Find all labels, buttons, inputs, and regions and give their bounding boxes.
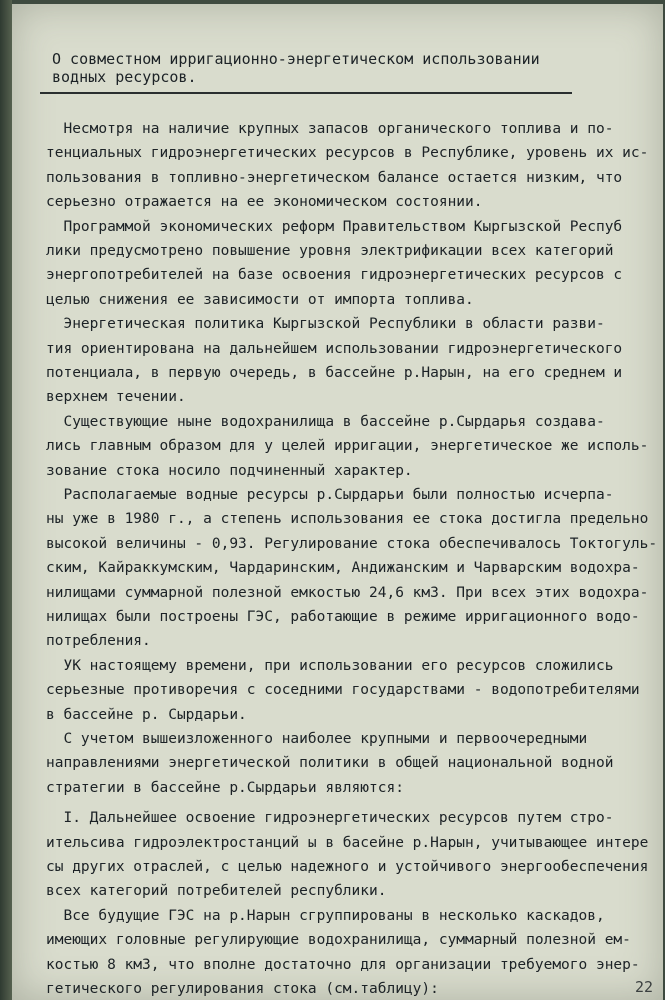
- body-line: стратегии в бассейне р.Сырдарьи являются:: [46, 780, 404, 796]
- body-line: лики предусмотрено повышение уровня электрификации всех категорий: [46, 243, 614, 259]
- body-line: тенциальных гидроэнергетических ресурсов в Республике, уровень их ис-: [46, 145, 649, 161]
- body-line: С учетом вышеизложенного наиболее крупными и первоочередными: [46, 731, 588, 747]
- body-line: нилищах были построены ГЭС, работающие в режиме ирригационного водо-: [46, 609, 640, 625]
- body-line: сы других отраслей, с целью надежного и устойчивого энергообеспечения: [46, 859, 649, 875]
- body-line: тия ориентирована на дальнейшем использовании гидроэнергетического: [46, 341, 623, 357]
- title-line-2: водных ресурсов.: [52, 68, 197, 86]
- body-line: I. Дальнейшее освоение гидроэнергетических ресурсов путем стро-: [46, 810, 614, 826]
- body-line: Программой экономических реформ Правительством Кыргызской Респуб: [46, 219, 623, 235]
- body-line: серьезно отражается на ее экономическом состоянии.: [46, 194, 483, 210]
- body-line: ительсива гидроэлектростанций ы в басейне р.Нарын, учитывающее интере: [46, 835, 649, 851]
- body-line: потенциала, в первую очередь, в бассейне р.Нарын, на его среднем и: [46, 365, 623, 381]
- body-line: зование стока носило подчиненный характер.: [46, 463, 413, 479]
- body-line: Располагаемые водные ресурсы р.Сырдарьи были полностью исчерпа-: [46, 487, 614, 503]
- body-line: в бассейне р. Сырдарьи.: [46, 707, 247, 723]
- title-underline: [40, 92, 572, 94]
- body-line: пользования в топливно-энергетическом балансе остается низким, что: [46, 170, 623, 186]
- body-line: направлениями энергетической политики в общей национальной водной: [46, 755, 614, 771]
- binding-edge: [0, 0, 12, 1000]
- body-line: Энергетическая политика Кыргызской Республики в области разви-: [46, 316, 605, 332]
- body-line: имеющих головные регулирующие водохранилища, суммарный полезной ем-: [46, 932, 631, 948]
- body-line: Все будущие ГЭС на р.Нарын сгруппированы в несколько каскадов,: [46, 908, 605, 924]
- body-line: высокой величины - 0,93. Регулирование стока обеспечивалось Токтогуль-: [46, 536, 658, 552]
- body-line: гетического регулирования стока (см.таблицу):: [46, 981, 439, 997]
- body-line: Несмотря на наличие крупных запасов органического топлива и по-: [46, 121, 614, 137]
- body-line: всех категорий потребителей республики.: [46, 883, 387, 899]
- body-line: лись главным образом для у целей ирригации, энергетическое же исполь-: [46, 438, 649, 454]
- page-number: 22: [634, 978, 653, 996]
- body-line: верхнем течении.: [46, 389, 186, 405]
- body-line: ны уже в 1980 г., а степень использования ее стока достигла предельно: [46, 511, 649, 527]
- body-line: костью 8 км3, что вполне достаточно для организации требуемого энер-: [46, 957, 640, 973]
- body-line: целью снижения ее зависимости от импорта топлива.: [46, 292, 474, 308]
- title-line-1: О совместном ирригационно-энергетическом использовании: [52, 50, 540, 68]
- body-line: потребления.: [46, 633, 151, 649]
- body-line: нилищами суммарной полезной емкостью 24,6 км3. При всех этих водохра-: [46, 585, 649, 601]
- body-line: энергопотребителей на базе освоения гидроэнергетических ресурсов с: [46, 267, 623, 283]
- body-line: ским, Кайраккумским, Чардаринским, Андижанским и Чарварским водохра-: [46, 560, 640, 576]
- body-line: Существующие ныне водохранилища в бассейне р.Сырдарья создава-: [46, 414, 605, 430]
- body-line: УК настоящему времени, при использовании его ресурсов сложились: [46, 658, 614, 674]
- body-line: серьезные противоречия с соседними государствами - водопотребителями: [46, 682, 640, 698]
